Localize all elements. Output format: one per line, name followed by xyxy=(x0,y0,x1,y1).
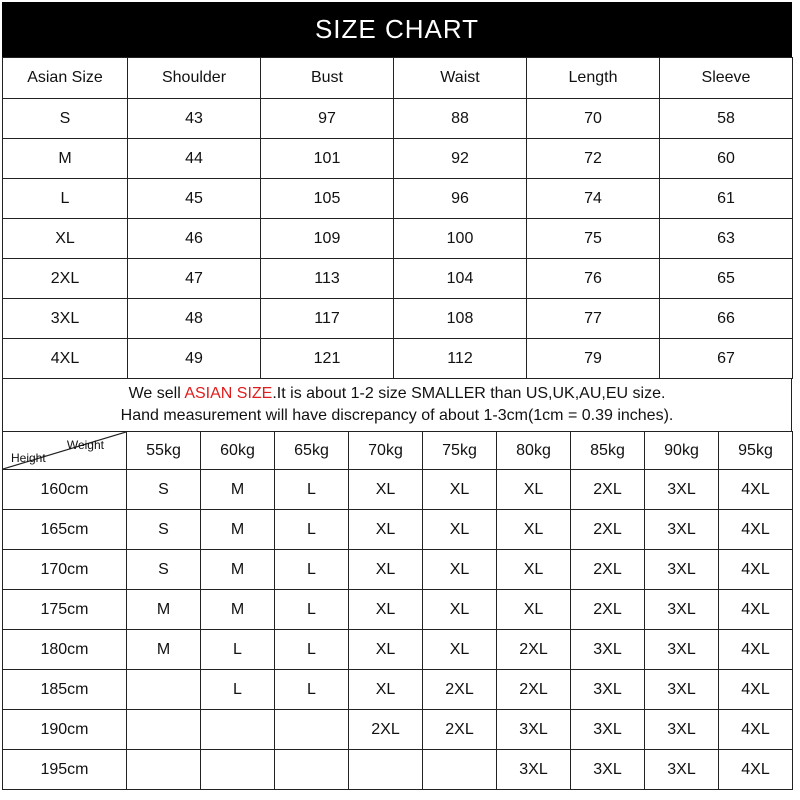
height-row xyxy=(3,550,793,590)
recommended-size-cell: S xyxy=(127,470,201,510)
size-row xyxy=(3,219,793,259)
height-axis-label: Height xyxy=(11,451,46,465)
recommended-size-cell: M xyxy=(201,470,275,510)
size-header-row xyxy=(3,58,793,99)
size-header-cell: Bust xyxy=(261,58,394,99)
recommended-size-cell: 4XL xyxy=(719,510,793,550)
height-label-cell: 170cm xyxy=(3,550,127,590)
size-cell: 88 xyxy=(394,99,527,139)
size-cell: 74 xyxy=(527,179,660,219)
recommended-size-cell: XL xyxy=(423,630,497,670)
height-label-cell: 190cm xyxy=(3,710,127,750)
height-weight-corner xyxy=(3,432,127,470)
weight-axis-label: Weight xyxy=(66,438,104,452)
recommended-size-cell: L xyxy=(275,510,349,550)
recommended-size-cell: M xyxy=(127,590,201,630)
recommended-size-cell: XL xyxy=(423,510,497,550)
recommended-size-cell: 3XL xyxy=(497,750,571,790)
weight-header-cell: 55kg xyxy=(127,432,201,470)
recommended-size-cell: 2XL xyxy=(423,670,497,710)
weight-header-cell: 85kg xyxy=(571,432,645,470)
size-cell: 65 xyxy=(660,259,793,299)
recommended-size-cell: XL xyxy=(497,590,571,630)
recommended-size-cell xyxy=(201,750,275,790)
recommended-size-cell: L xyxy=(275,550,349,590)
size-cell: 48 xyxy=(128,299,261,339)
size-cell: S xyxy=(3,99,128,139)
note-line-2: Hand measurement will have discrepancy of about 1-3cm(1cm = 0.39 inches). xyxy=(120,407,674,424)
size-header-cell: Length xyxy=(527,58,660,99)
recommended-size-cell: 4XL xyxy=(719,710,793,750)
size-cell: 101 xyxy=(261,139,394,179)
size-cell: 63 xyxy=(660,219,793,259)
note-prefix: We sell xyxy=(128,385,185,402)
recommended-size-cell: 3XL xyxy=(645,550,719,590)
height-label-cell: 165cm xyxy=(3,510,127,550)
height-row xyxy=(3,710,793,750)
recommended-size-cell: 4XL xyxy=(719,590,793,630)
size-cell: 77 xyxy=(527,299,660,339)
recommendation-table xyxy=(2,431,793,790)
recommended-size-cell: M xyxy=(201,510,275,550)
recommended-size-cell xyxy=(349,750,423,790)
weight-header-cell: 80kg xyxy=(497,432,571,470)
height-label-cell: 160cm xyxy=(3,470,127,510)
recommended-size-cell: 3XL xyxy=(645,590,719,630)
weight-header-cell: 65kg xyxy=(275,432,349,470)
recommended-size-cell: L xyxy=(275,670,349,710)
size-cell: 47 xyxy=(128,259,261,299)
size-cell: 109 xyxy=(261,219,394,259)
weight-header-cell: 95kg xyxy=(719,432,793,470)
recommended-size-cell: XL xyxy=(497,550,571,590)
size-cell: 70 xyxy=(527,99,660,139)
size-header-cell: Shoulder xyxy=(128,58,261,99)
note-suffix: .It is about 1-2 size SMALLER than US,UK,AU,EU size. xyxy=(272,385,666,402)
recommended-size-cell: 3XL xyxy=(571,630,645,670)
size-header-cell: Waist xyxy=(394,58,527,99)
weight-header-row xyxy=(3,432,793,470)
size-cell: 3XL xyxy=(3,299,128,339)
recommended-size-cell: 2XL xyxy=(571,510,645,550)
recommended-size-cell: 3XL xyxy=(645,710,719,750)
recommended-size-cell: M xyxy=(201,590,275,630)
size-cell: 96 xyxy=(394,179,527,219)
recommended-size-cell xyxy=(127,670,201,710)
recommended-size-cell: 2XL xyxy=(571,470,645,510)
recommended-size-cell: XL xyxy=(497,470,571,510)
recommended-size-cell: 3XL xyxy=(571,750,645,790)
recommended-size-cell: XL xyxy=(349,590,423,630)
recommended-size-cell: XL xyxy=(349,510,423,550)
recommended-size-cell: 2XL xyxy=(423,710,497,750)
recommended-size-cell: 2XL xyxy=(571,590,645,630)
recommended-size-cell: L xyxy=(275,470,349,510)
size-header-cell: Sleeve xyxy=(660,58,793,99)
size-row xyxy=(3,259,793,299)
recommended-size-cell: 4XL xyxy=(719,550,793,590)
weight-header-cell: 70kg xyxy=(349,432,423,470)
size-row xyxy=(3,179,793,219)
recommended-size-cell: XL xyxy=(349,470,423,510)
size-row xyxy=(3,339,793,379)
size-cell: XL xyxy=(3,219,128,259)
recommended-size-cell: 2XL xyxy=(571,550,645,590)
size-cell: 121 xyxy=(261,339,394,379)
size-cell: 72 xyxy=(527,139,660,179)
recommended-size-cell: XL xyxy=(349,630,423,670)
recommended-size-cell: 3XL xyxy=(645,670,719,710)
height-row xyxy=(3,750,793,790)
size-cell: 58 xyxy=(660,99,793,139)
recommended-size-cell: S xyxy=(127,510,201,550)
note-highlight: ASIAN SIZE xyxy=(184,385,273,402)
recommended-size-cell: 2XL xyxy=(497,630,571,670)
size-cell: 75 xyxy=(527,219,660,259)
recommended-size-cell: 4XL xyxy=(719,630,793,670)
recommended-size-cell xyxy=(275,750,349,790)
recommended-size-cell: 4XL xyxy=(719,670,793,710)
recommended-size-cell: XL xyxy=(423,550,497,590)
recommended-size-cell: 3XL xyxy=(497,710,571,750)
size-cell: M xyxy=(3,139,128,179)
size-header-cell: Asian Size xyxy=(3,58,128,99)
size-cell: 46 xyxy=(128,219,261,259)
size-cell: 92 xyxy=(394,139,527,179)
size-row xyxy=(3,99,793,139)
recommended-size-cell: 3XL xyxy=(645,470,719,510)
size-cell: 61 xyxy=(660,179,793,219)
recommended-size-cell xyxy=(275,710,349,750)
recommended-size-cell: M xyxy=(127,630,201,670)
size-cell: 67 xyxy=(660,339,793,379)
size-notes xyxy=(2,379,792,431)
recommended-size-cell: XL xyxy=(349,670,423,710)
recommended-size-cell: 3XL xyxy=(645,510,719,550)
size-cell: 76 xyxy=(527,259,660,299)
recommended-size-cell xyxy=(127,710,201,750)
size-cell: 44 xyxy=(128,139,261,179)
recommended-size-cell: S xyxy=(127,550,201,590)
size-cell: 104 xyxy=(394,259,527,299)
recommended-size-cell: XL xyxy=(349,550,423,590)
size-cell: 117 xyxy=(261,299,394,339)
height-label-cell: 195cm xyxy=(3,750,127,790)
recommended-size-cell xyxy=(423,750,497,790)
size-cell: 66 xyxy=(660,299,793,339)
recommended-size-cell: XL xyxy=(423,590,497,630)
height-label-cell: 180cm xyxy=(3,630,127,670)
size-cell: 105 xyxy=(261,179,394,219)
recommended-size-cell: 2XL xyxy=(349,710,423,750)
size-cell: 79 xyxy=(527,339,660,379)
size-cell: 108 xyxy=(394,299,527,339)
height-label-cell: 185cm xyxy=(3,670,127,710)
recommended-size-cell: L xyxy=(275,590,349,630)
recommended-size-cell: L xyxy=(201,630,275,670)
size-row xyxy=(3,139,793,179)
size-row xyxy=(3,299,793,339)
size-cell: 45 xyxy=(128,179,261,219)
recommended-size-cell: L xyxy=(275,630,349,670)
size-cell: 49 xyxy=(128,339,261,379)
size-cell: 113 xyxy=(261,259,394,299)
size-cell: 60 xyxy=(660,139,793,179)
height-row xyxy=(3,670,793,710)
recommended-size-cell: 3XL xyxy=(645,630,719,670)
size-cell: L xyxy=(3,179,128,219)
size-cell: 43 xyxy=(128,99,261,139)
size-cell: 2XL xyxy=(3,259,128,299)
note-line-1 xyxy=(129,383,666,405)
height-label-cell: 175cm xyxy=(3,590,127,630)
recommended-size-cell: 4XL xyxy=(719,750,793,790)
chart-title: SIZE CHART xyxy=(2,2,792,57)
size-cell: 112 xyxy=(394,339,527,379)
height-row xyxy=(3,470,793,510)
height-row xyxy=(3,590,793,630)
recommended-size-cell: M xyxy=(201,550,275,590)
recommended-size-cell xyxy=(201,710,275,750)
recommended-size-cell: XL xyxy=(423,470,497,510)
height-row xyxy=(3,630,793,670)
recommended-size-cell xyxy=(127,750,201,790)
recommended-size-cell: L xyxy=(201,670,275,710)
size-cell: 100 xyxy=(394,219,527,259)
weight-header-cell: 60kg xyxy=(201,432,275,470)
weight-header-cell: 75kg xyxy=(423,432,497,470)
size-table xyxy=(2,57,793,379)
recommended-size-cell: 3XL xyxy=(645,750,719,790)
size-cell: 4XL xyxy=(3,339,128,379)
recommended-size-cell: 3XL xyxy=(571,670,645,710)
recommended-size-cell: 2XL xyxy=(497,670,571,710)
recommended-size-cell: XL xyxy=(497,510,571,550)
recommended-size-cell: 3XL xyxy=(571,710,645,750)
height-row xyxy=(3,510,793,550)
size-chart xyxy=(2,2,792,790)
size-cell: 97 xyxy=(261,99,394,139)
weight-header-cell: 90kg xyxy=(645,432,719,470)
recommended-size-cell: 4XL xyxy=(719,470,793,510)
